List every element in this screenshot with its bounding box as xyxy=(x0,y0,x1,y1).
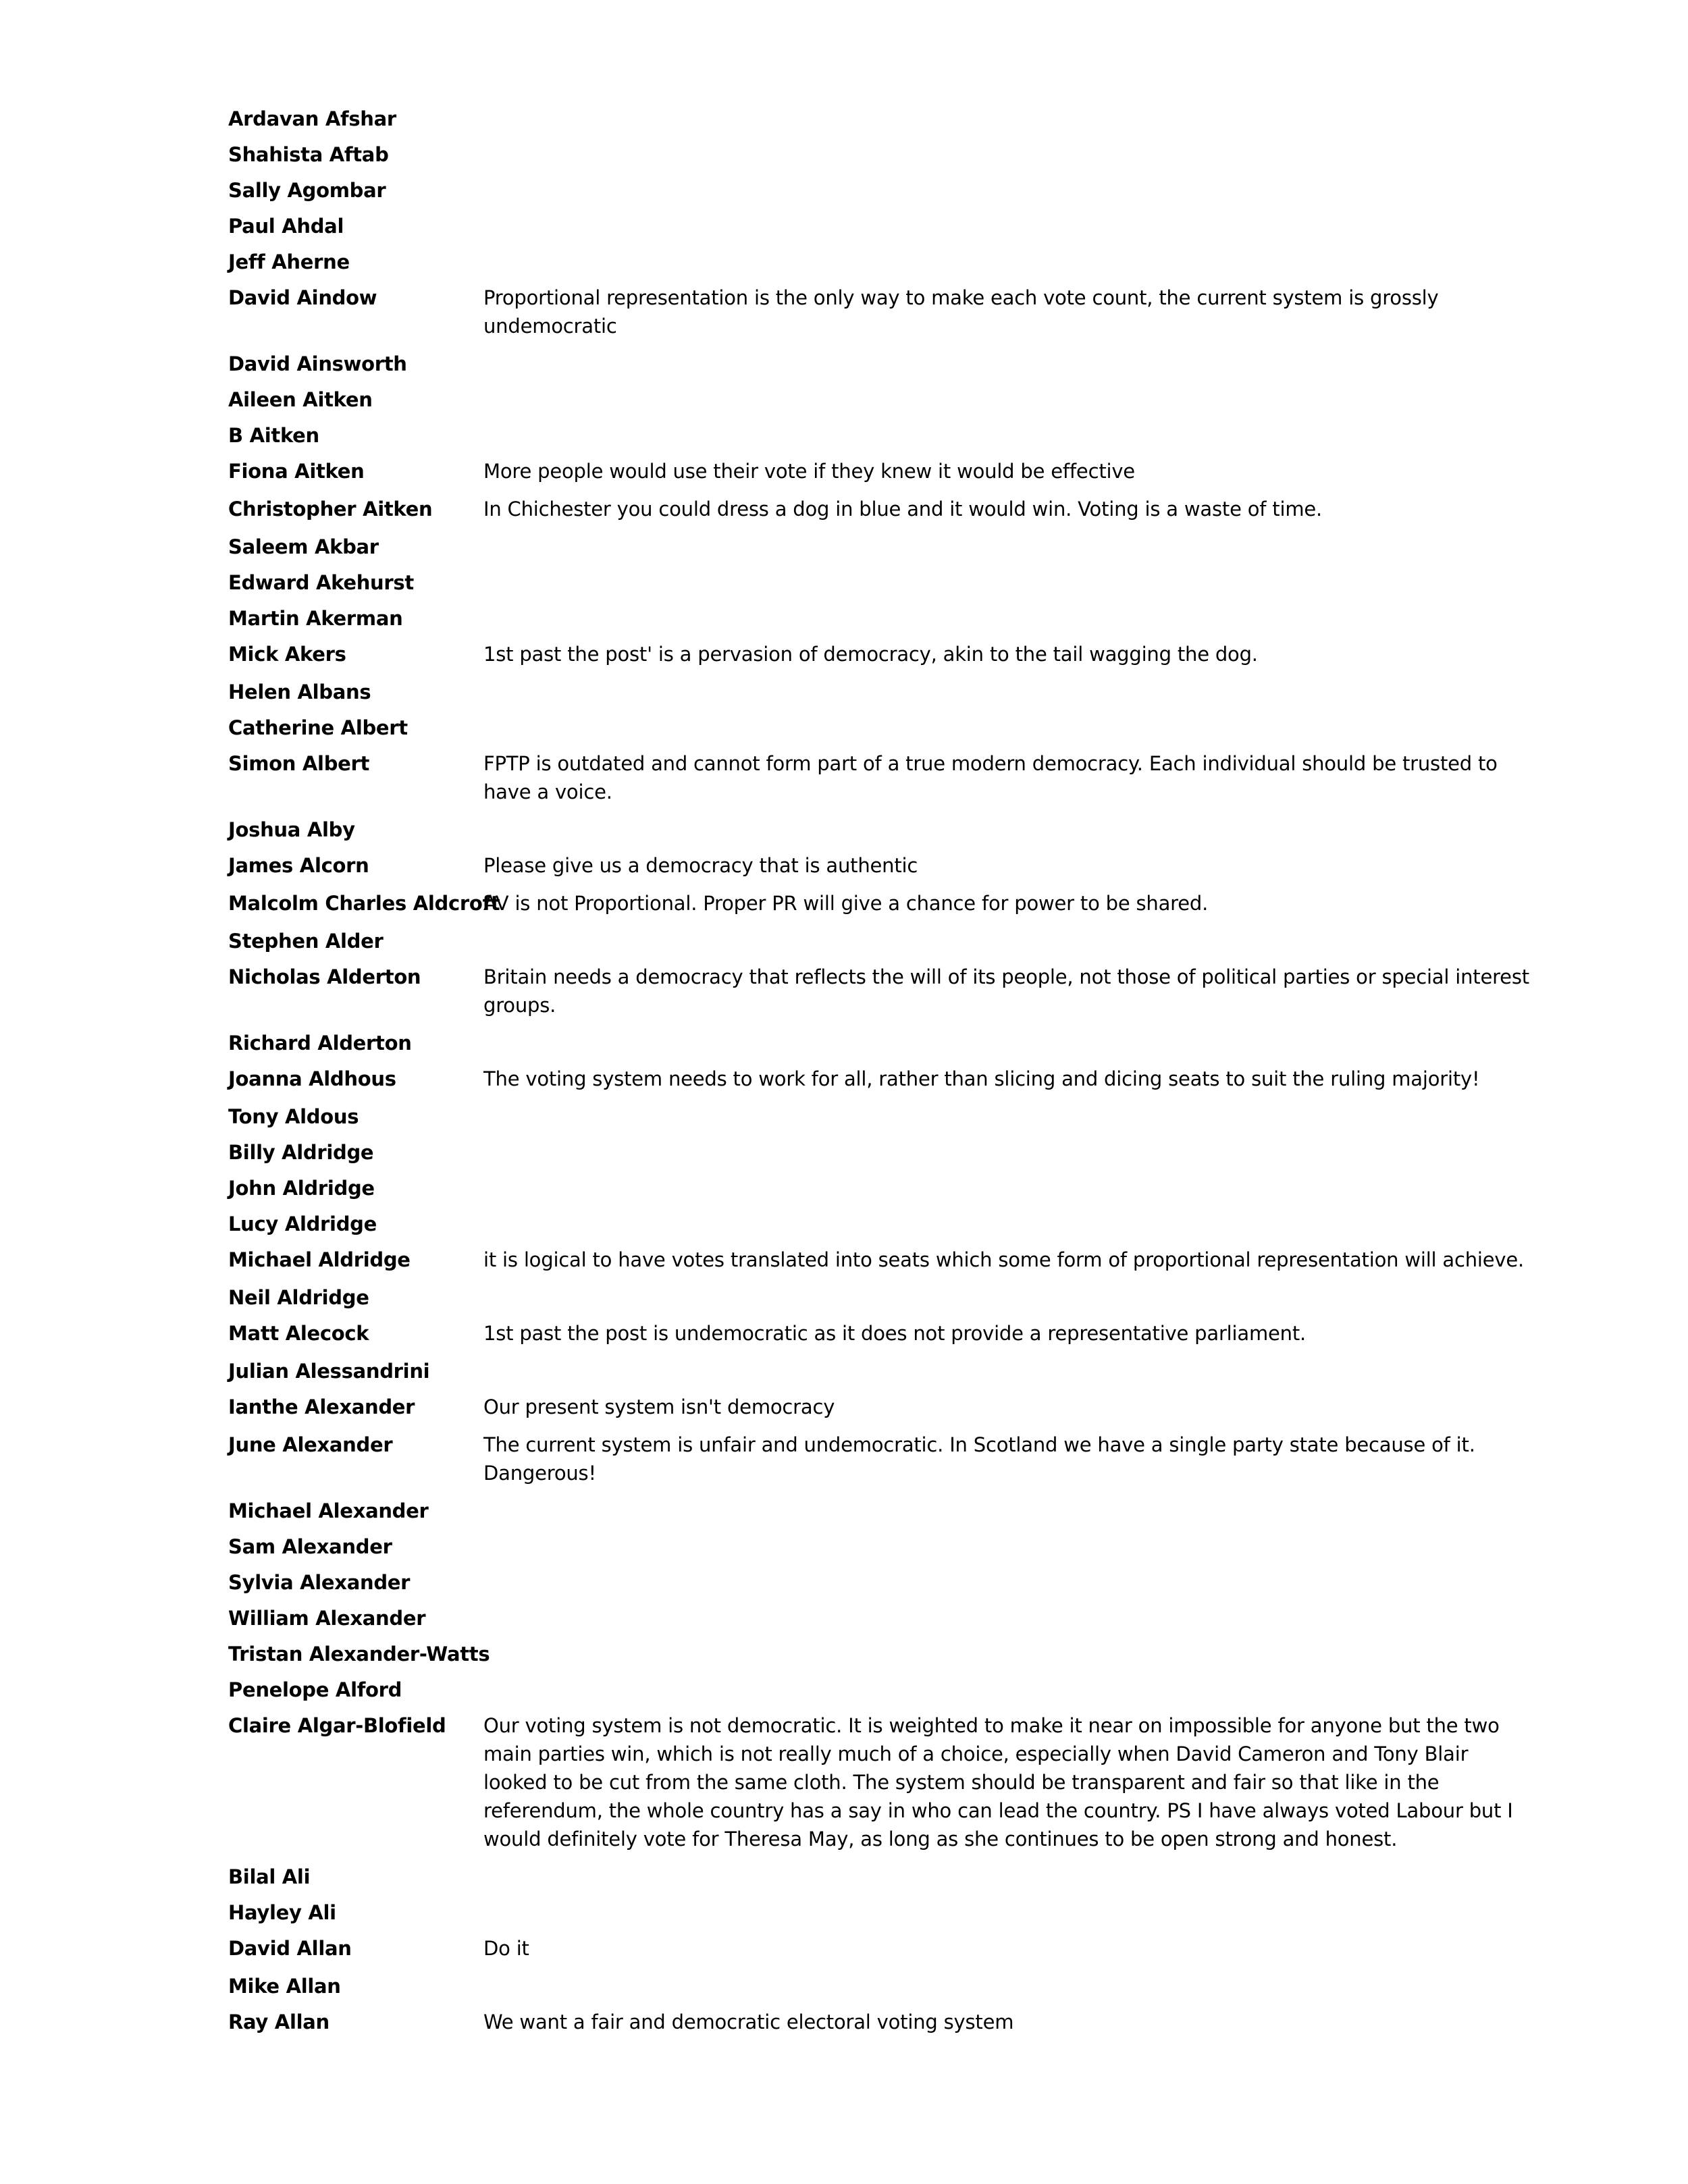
list-item xyxy=(228,818,1545,842)
signatory-comment: Britain needs a democracy that reflects the will of its people, not those of political parties or special interest groups. xyxy=(483,965,1529,1017)
signatory-name: Julian Alessandrini xyxy=(228,1360,430,1383)
list-item xyxy=(228,570,1545,595)
list-item xyxy=(228,1713,1545,1853)
list-item xyxy=(228,1606,1545,1630)
signatory-name: John Aldridge xyxy=(228,1177,375,1200)
list-item xyxy=(228,423,1545,448)
signatory-name: Joshua Alby xyxy=(228,818,355,841)
signatory-comment: Do it xyxy=(483,1937,529,1960)
signatory-name: Mike Allan xyxy=(228,1975,341,1998)
signatory-comment: AV is not Proportional. Proper PR will give a chance for power to be shared. xyxy=(483,892,1209,915)
list-item xyxy=(228,751,1545,806)
signatory-name: Stephen Alder xyxy=(228,930,384,953)
list-item xyxy=(228,716,1545,740)
signatory-name: Matt Alecock xyxy=(228,1322,369,1345)
list-item xyxy=(228,1865,1545,1889)
signatory-name: Michael Alexander xyxy=(228,1499,429,1522)
signatory-comment: Our present system isn't democracy xyxy=(483,1395,835,1418)
list-item xyxy=(228,1395,1545,1421)
signatory-name: Tony Aldous xyxy=(228,1105,359,1128)
signatory-name: David Allan xyxy=(228,1937,352,1960)
signatory-name: David Aindow xyxy=(228,286,377,309)
signatory-name: Christopher Aitken xyxy=(228,498,433,521)
list-item xyxy=(228,352,1545,376)
signatory-name: James Alcorn xyxy=(228,854,369,877)
signatory-name: William Alexander xyxy=(228,1607,426,1630)
signatory-name: Malcolm Charles Aldcroft xyxy=(228,892,500,915)
list-item xyxy=(228,680,1545,704)
list-item xyxy=(228,142,1545,167)
signatory-name: Sally Agombar xyxy=(228,179,386,202)
list-item xyxy=(228,1642,1545,1666)
list-item xyxy=(228,1535,1545,1559)
signatory-name: Sylvia Alexander xyxy=(228,1571,411,1594)
list-item xyxy=(228,535,1545,559)
list-item xyxy=(228,1212,1545,1236)
signatory-name: Penelope Alford xyxy=(228,1678,402,1701)
signatory-name: Nicholas Alderton xyxy=(228,965,421,988)
list-item xyxy=(228,929,1545,953)
list-item xyxy=(228,1140,1545,1165)
signatory-name: Lucy Aldridge xyxy=(228,1213,377,1235)
signatory-comment: The current system is unfair and undemocratic. In Scotland we have a single party state because of it. Dangerous! xyxy=(483,1433,1475,1485)
signatory-name: Tristan Alexander-Watts xyxy=(228,1643,490,1666)
signatory-name: Neil Aldridge xyxy=(228,1286,369,1309)
list-item xyxy=(228,1321,1545,1348)
signatory-comment: Please give us a democracy that is authentic xyxy=(483,854,918,877)
signatory-name: B Aitken xyxy=(228,424,319,447)
list-item xyxy=(228,1499,1545,1523)
list-item xyxy=(228,1031,1545,1055)
list-item xyxy=(228,2010,1545,2036)
signatory-comment: More people would use their vote if they knew it would be effective xyxy=(483,460,1135,483)
list-item xyxy=(228,1433,1545,1487)
signatory-name: Shahista Aftab xyxy=(228,143,389,166)
signatory-name: Jeff Aherne xyxy=(228,250,350,273)
signatory-comment: Our voting system is not democratic. It is weighted to make it near on impossible for anyone but the two main parties win, which is not really much of a choice, especially when David Cameron and Tony Blair looked to be cut from the same cloth. The system should be transparent and fair so that like in the referendum, the whole country has a say in who can lead the country. PS I have always voted Labour but I would definitely vote for Theresa May, as long as she continues to be open strong and honest. xyxy=(483,1714,1513,1850)
list-item xyxy=(228,853,1545,880)
list-item xyxy=(228,965,1545,1019)
list-item xyxy=(228,1285,1545,1310)
signatory-name: Mick Akers xyxy=(228,643,346,666)
signatory-name: Billy Aldridge xyxy=(228,1141,374,1164)
signatory-name: June Alexander xyxy=(228,1433,393,1456)
list-item xyxy=(228,107,1545,131)
signatory-name: Edward Akehurst xyxy=(228,571,414,594)
signatory-comment: Proportional representation is the only way to make each vote count, the current system is grossly undemocratic xyxy=(483,286,1439,338)
signatory-name: Claire Algar-Blofield xyxy=(228,1714,446,1737)
signatory-comment: 1st past the post' is a pervasion of democracy, akin to the tail wagging the dog. xyxy=(483,643,1258,666)
signatory-name: Simon Albert xyxy=(228,752,370,775)
signatory-comment: FPTP is outdated and cannot form part of a true modern democracy. Each individual should be trusted to have a voice. xyxy=(483,752,1498,803)
signatory-name: Fiona Aitken xyxy=(228,460,365,483)
list-item xyxy=(228,1176,1545,1200)
signatory-name: Ianthe Alexander xyxy=(228,1395,415,1418)
signatory-name: David Ainsworth xyxy=(228,352,407,375)
signatory-name: Martin Akerman xyxy=(228,607,403,630)
signatory-name: Catherine Albert xyxy=(228,716,408,739)
list-item xyxy=(228,1974,1545,1998)
list-item xyxy=(228,286,1545,340)
list-item xyxy=(228,1678,1545,1702)
signatory-name: Ray Allan xyxy=(228,2010,329,2033)
signatory-name: Michael Aldridge xyxy=(228,1248,411,1271)
list-item xyxy=(228,1104,1545,1129)
signatory-name: Hayley Ali xyxy=(228,1901,336,1924)
list-item xyxy=(228,1248,1545,1274)
signatory-name: Sam Alexander xyxy=(228,1535,392,1558)
signatory-name: Paul Ahdal xyxy=(228,215,344,238)
signatory-name: Richard Alderton xyxy=(228,1032,412,1055)
list-item xyxy=(228,1936,1545,1963)
list-item xyxy=(228,606,1545,631)
signatory-comment: The voting system needs to work for all, rather than slicing and dicing seats to suit the ruling majority! xyxy=(483,1067,1480,1090)
list-item xyxy=(228,250,1545,274)
signatory-name: Saleem Akbar xyxy=(228,535,379,558)
list-item xyxy=(228,459,1545,485)
list-item xyxy=(228,891,1545,917)
signatory-comment: We want a fair and democratic electoral voting system xyxy=(483,2010,1014,2033)
signatory-comment: In Chichester you could dress a dog in blue and it would win. Voting is a waste of time. xyxy=(483,498,1323,521)
list-item xyxy=(228,388,1545,412)
list-item xyxy=(228,178,1545,203)
signatory-comment: 1st past the post is undemocratic as it does not provide a representative parliament. xyxy=(483,1322,1307,1345)
list-item xyxy=(228,642,1545,668)
signatory-name: Joanna Aldhous xyxy=(228,1067,396,1090)
list-item xyxy=(228,1067,1545,1093)
signatory-list xyxy=(228,107,1545,2048)
list-item xyxy=(228,497,1545,523)
signatory-name: Helen Albans xyxy=(228,681,371,703)
list-item xyxy=(228,1900,1545,1925)
signatory-name: Ardavan Afshar xyxy=(228,107,396,130)
signatory-name: Bilal Ali xyxy=(228,1865,311,1888)
signatory-comment: it is logical to have votes translated into seats which some form of proportional representation will achieve. xyxy=(483,1248,1525,1271)
list-item xyxy=(228,214,1545,238)
list-item xyxy=(228,1359,1545,1383)
list-item xyxy=(228,1570,1545,1595)
signatory-name: Aileen Aitken xyxy=(228,388,373,411)
